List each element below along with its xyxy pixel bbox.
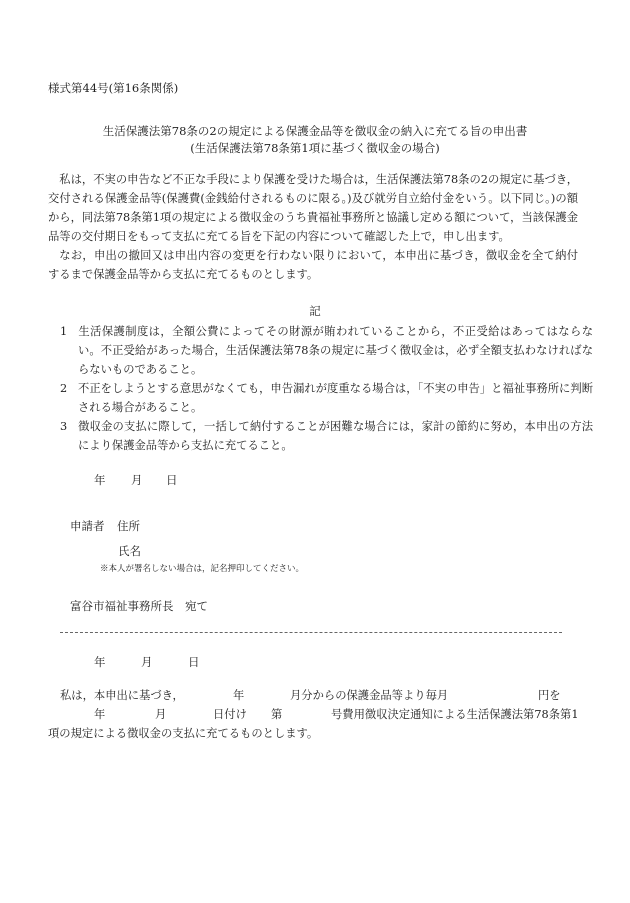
- list-item: [60, 322, 593, 379]
- body-paragraph-1: 私は，不実の申告など不正な手段により保護を受けた場合は，生活保護法第78条の2の規定に基づき，交付される保護金品等(保護費(金銭給付されるものに限る。)及び就労自立給付金をいう。以下同じ。)の額から，同法第78条第1項の規定による徴収金のうち貴福祉事務所と協議し定める額について，当該保護金品等の交付期日をもって支払に充てる旨を下記の内容について確認した上で，申し出ます。: [48, 173, 578, 243]
- list-item: [60, 379, 593, 417]
- lower-text-line2-d: 第: [271, 708, 283, 721]
- ki-heading: 記: [309, 304, 321, 318]
- lower-text-line1-b: 年: [233, 689, 245, 702]
- list-item-number: 2: [60, 382, 68, 395]
- signature-note: ※本人が署名しない場合は，記名押印してください。: [100, 564, 305, 574]
- document-title: 生活保護法第78条の2の規定による保護金品等を徴収金の納入に充てる旨の申出書: [102, 124, 528, 138]
- lower-text-line1-c: 月分からの保護金品等より毎月: [290, 689, 449, 702]
- lower-text-line3: 項の規定による徴収金の支払に充てるものとします。: [48, 727, 319, 740]
- date-day-label: 日: [166, 473, 178, 487]
- list-item-number: 3: [60, 420, 68, 433]
- date-month-label: 月: [131, 473, 143, 487]
- list-item-text: 徴収金の支払に際して，一括して納付することが困難な場合には，家計の節約に努め，本申出の方法により保護金品等から支払に充てること。: [78, 420, 593, 452]
- name-label: 氏名: [118, 544, 141, 558]
- addressee: 富谷市福祉事務所長 宛て: [70, 599, 208, 613]
- lower-text-line1-d: 円を: [538, 689, 561, 702]
- lower-text-line2-a: 年: [94, 708, 106, 721]
- lower-text-line2-c: 日付け: [213, 708, 247, 721]
- form-number: 様式第44号(第16条関係): [48, 81, 179, 95]
- list-item-text: 生活保護制度は，全額公費によってその財源が賄われていることから，不正受給はあってはならない。不正受給があった場合，生活保護法第78条の規定に基づく徴収金は，必ず全額支払わなければならないものであること。: [78, 325, 593, 376]
- date-year-label: 年: [94, 473, 106, 487]
- list-item-number: 1: [60, 325, 68, 338]
- applicant-label: 申請者: [70, 519, 105, 533]
- date-year-label: 年: [94, 655, 106, 669]
- cut-line-divider: [60, 632, 562, 633]
- lower-text-line2-e: 号費用徴収決定通知による生活保護法第78条第1: [331, 708, 579, 721]
- body-paragraph-2: なお，申出の撤回又は申出内容の変更を行わない限りにおいて，本申出に基づき，徴収金を全て納付するまで保護金品等から支払に充てるものとします。: [48, 249, 578, 281]
- address-label: 住所: [117, 519, 140, 533]
- document-subtitle: (生活保護法第78条第1項に基づく徴収金の場合): [190, 141, 440, 155]
- date-day-label: 日: [188, 655, 200, 669]
- list-item: [60, 417, 593, 455]
- lower-text-line2-b: 月: [155, 708, 167, 721]
- date-month-label: 月: [141, 655, 153, 669]
- list-item-text: 不正をしようとする意思がなくても，申告漏れが度重なる場合は，「不実の申告」と福祉事務所に判断される場合があること。: [78, 382, 593, 414]
- lower-text-line1-a: 私は，本申出に基づき，: [60, 689, 184, 702]
